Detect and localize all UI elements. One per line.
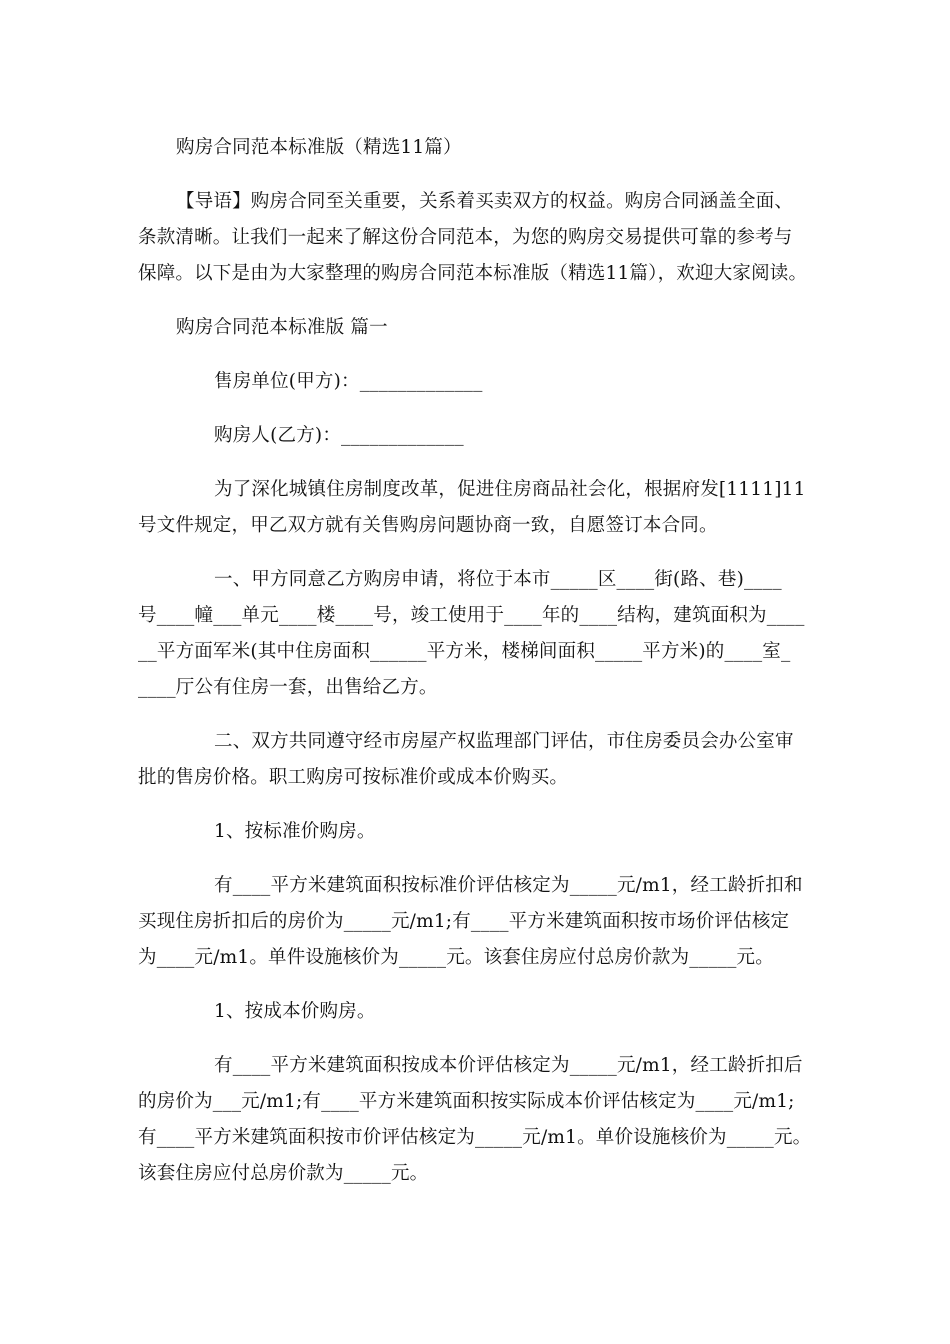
sub1-line-2: 买现住房折扣后的房价为_____元/m1;有____平方米建筑面积按市场价评估核定 bbox=[138, 911, 790, 932]
sub2-title: 1、按成本价购房。 bbox=[214, 1001, 376, 1022]
sub2-line-4: 该套住房应付总房价款为_____元。 bbox=[138, 1163, 429, 1184]
clause1-line-4: ____厅公有住房一套，出售给乙方。 bbox=[138, 677, 438, 698]
sub1-title: 1、按标准价购房。 bbox=[214, 821, 376, 842]
document-title: 购房合同范本标准版（精选11篇） bbox=[176, 137, 462, 158]
seller-line: 售房单位(甲方)：_____________ bbox=[214, 371, 483, 392]
sub2-line-1: 有____平方米建筑面积按成本价评估核定为_____元/m1，经工龄折扣后 bbox=[214, 1055, 803, 1076]
purpose-line-2: 号文件规定，甲乙双方就有关售购房问题协商一致，自愿签订本合同。 bbox=[138, 515, 718, 536]
intro-line-1: 【导语】购房合同至关重要，关系着买卖双方的权益。购房合同涵盖全面、 bbox=[176, 191, 794, 212]
sub2-line-3: 有____平方米建筑面积按市价评估核定为_____元/m1。单价设施核价为_____元。 bbox=[138, 1127, 812, 1148]
intro-line-2: 条款清晰。让我们一起来了解这份合同范本，为您的购房交易提供可靠的参考与 bbox=[138, 227, 793, 248]
clause1-line-3: __平方面军米(其中住房面积______平方米，楼梯间面积_____平方米)的____室_ bbox=[138, 641, 791, 662]
intro-line-3: 保障。以下是由为大家整理的购房合同范本标准版（精选11篇），欢迎大家阅读。 bbox=[138, 263, 808, 284]
clause1-line-1: 一、甲方同意乙方购房申请，将位于本市_____区____街(路、巷)____ bbox=[214, 569, 782, 590]
clause2-line-2: 批的售房价格。职工购房可按标准价或成本价购买。 bbox=[138, 767, 569, 788]
buyer-line: 购房人(乙方)：_____________ bbox=[214, 425, 464, 446]
sub1-line-1: 有____平方米建筑面积按标准价评估核定为_____元/m1，经工龄折扣和 bbox=[214, 875, 803, 896]
clause1-line-2: 号____幢___单元____楼____号，竣工使用于____年的____结构，建筑面积为____ bbox=[138, 605, 805, 626]
sub2-line-2: 的房价为___元/m1;有____平方米建筑面积按实际成本价评估核定为____元/m1; bbox=[138, 1091, 795, 1112]
section-title: 购房合同范本标准版 篇一 bbox=[176, 317, 388, 338]
purpose-line-1: 为了深化城镇住房制度改革，促进住房商品社会化，根据府发[1111]11 bbox=[214, 479, 806, 500]
sub1-line-3: 为____元/m1。单件设施核价为_____元。该套住房应付总房价款为_____元。 bbox=[138, 947, 774, 968]
clause2-line-1: 二、双方共同遵守经市房屋产权监理部门评估，市住房委员会办公室审 bbox=[214, 731, 794, 752]
